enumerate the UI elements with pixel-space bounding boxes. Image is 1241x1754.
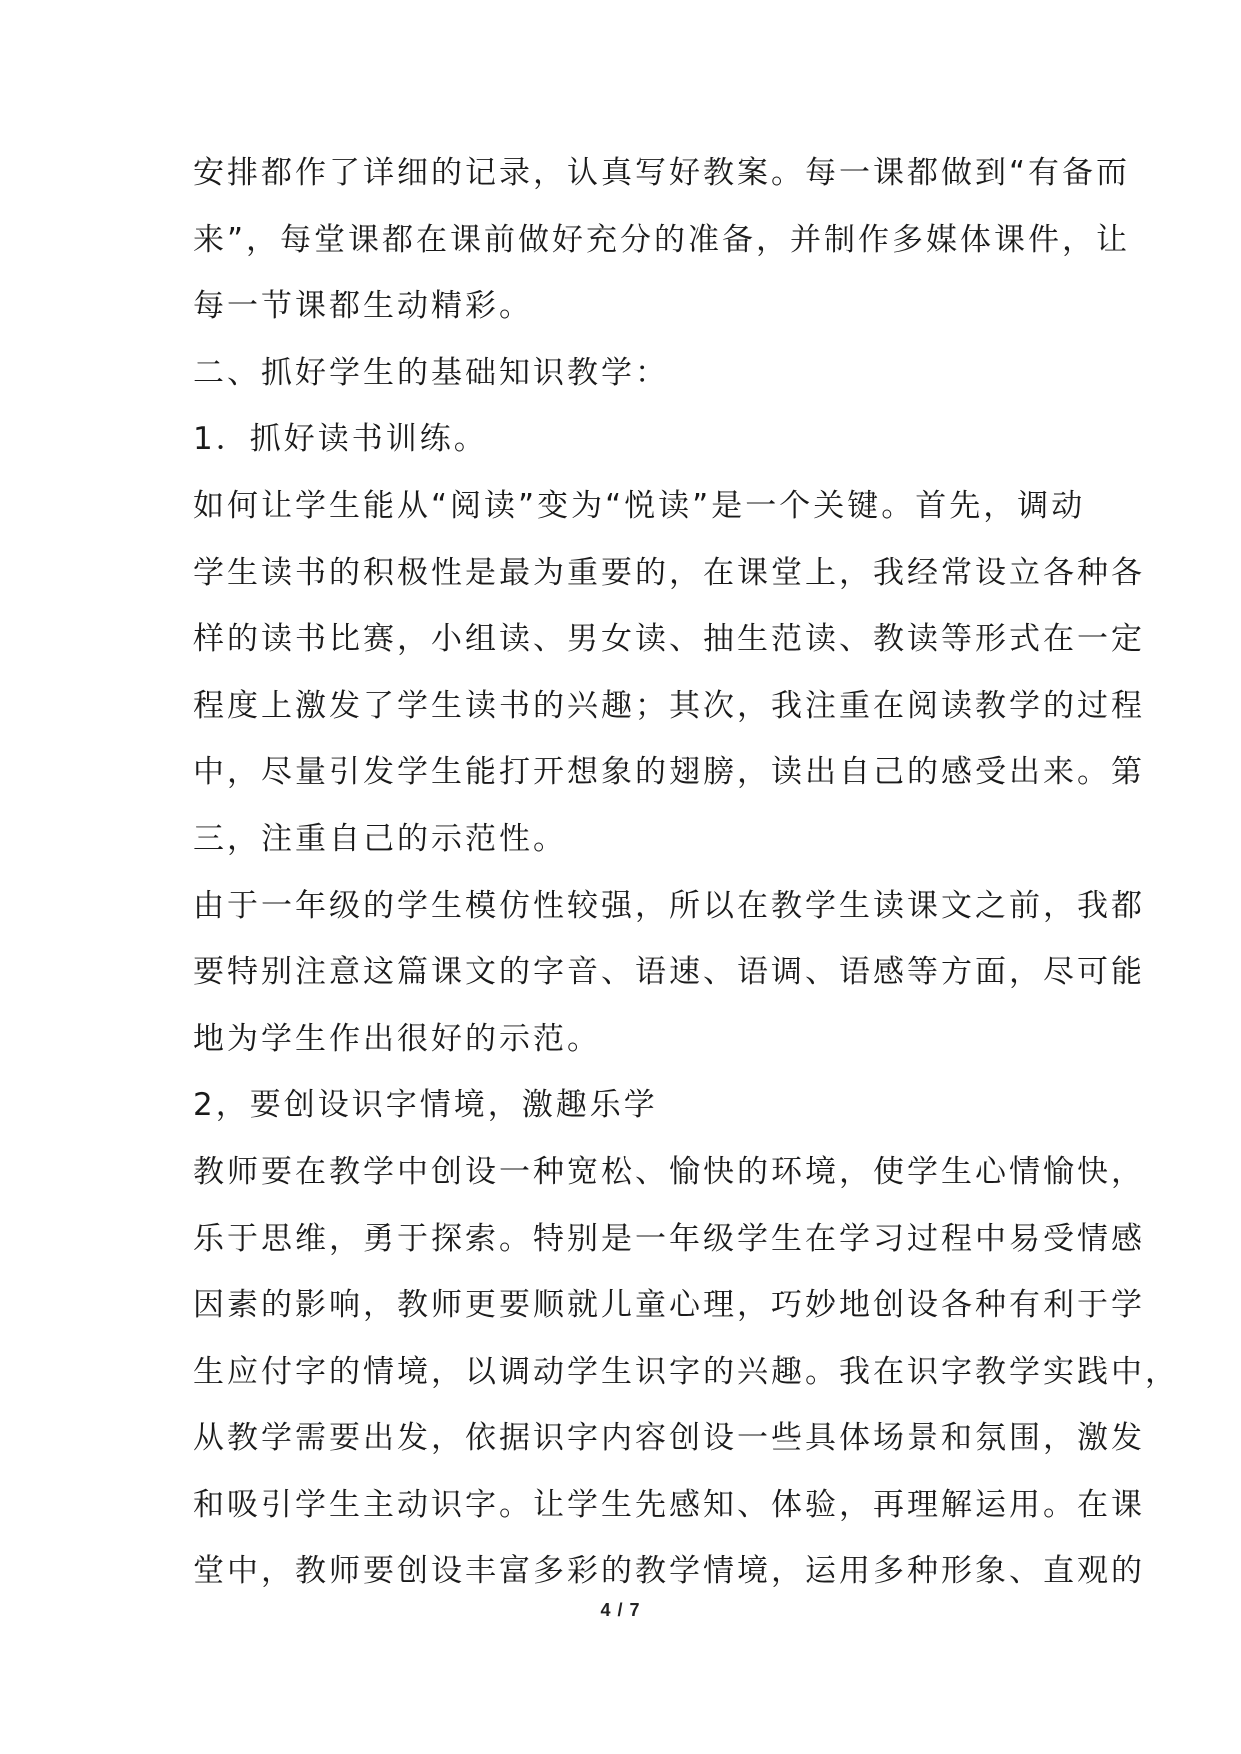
text-line: 每一节课都生动精彩。 [193,288,533,325]
body-text [193,140,1179,1605]
text-line: 安排都作了详细的记录，认真写好教案。每一课都做到“有备而 [193,155,1131,191]
text-line: 堂中，教师要创设丰富多彩的教学情境，运用多种形象、直观的 [193,1553,1145,1590]
text-line: 因素的影响，教师更要顺就儿童心理，巧妙地创设各种有利于学 [193,1287,1145,1324]
subsection-heading: 1．抓好读书训练。 [193,421,488,458]
text-line: 中，尽量引发学生能打开想象的翅膀，读出自己的感受出来。第 [193,754,1145,791]
text-line: 从教学需要出发，依据识字内容创设一些具体场景和氛围，激发 [193,1420,1145,1457]
section-heading: 二、抓好学生的基础知识教学： [193,354,669,391]
text-line: 和吸引学生主动识字。让学生先感知、体验，再理解运用。在课 [193,1486,1145,1523]
subsection-heading: 2，要创设识字情境，激趣乐学 [193,1087,658,1124]
text-line: 来”，每堂课都在课前做好充分的准备，并制作多媒体课件，让 [193,221,1131,258]
text-line: 教师要在教学中创设一种宽松、愉快的环境，使学生心情愉快， [193,1153,1145,1190]
text-line: 样的读书比赛，小组读、男女读、抽生范读、教读等形式在一定 [193,621,1145,658]
text-line: 乐于思维，勇于探索。特别是一年级学生在学习过程中易受情感 [193,1220,1145,1257]
text-line: 如何让学生能从“阅读”变为“悦读”是一个关键。首先，调动 [193,487,1086,524]
text-line: 三，注重自己的示范性。 [193,820,567,857]
text-line: 地为学生作出很好的示范。 [193,1020,601,1057]
page-number: 4 / 7 [600,1600,641,1620]
text-line: 程度上激发了学生读书的兴趣；其次，我注重在阅读教学的过程 [193,687,1145,724]
text-line: 学生读书的积极性是最为重要的，在课堂上，我经常设立各种各 [193,554,1145,591]
text-line: 生应付字的情境，以调动学生识字的兴趣。我在识字教学实践中， [193,1353,1179,1390]
text-line: 要特别注意这篇课文的字音、语速、语调、语感等方面，尽可能 [193,954,1145,991]
text-line: 由于一年级的学生模仿性较强，所以在教学生读课文之前，我都 [193,887,1145,924]
